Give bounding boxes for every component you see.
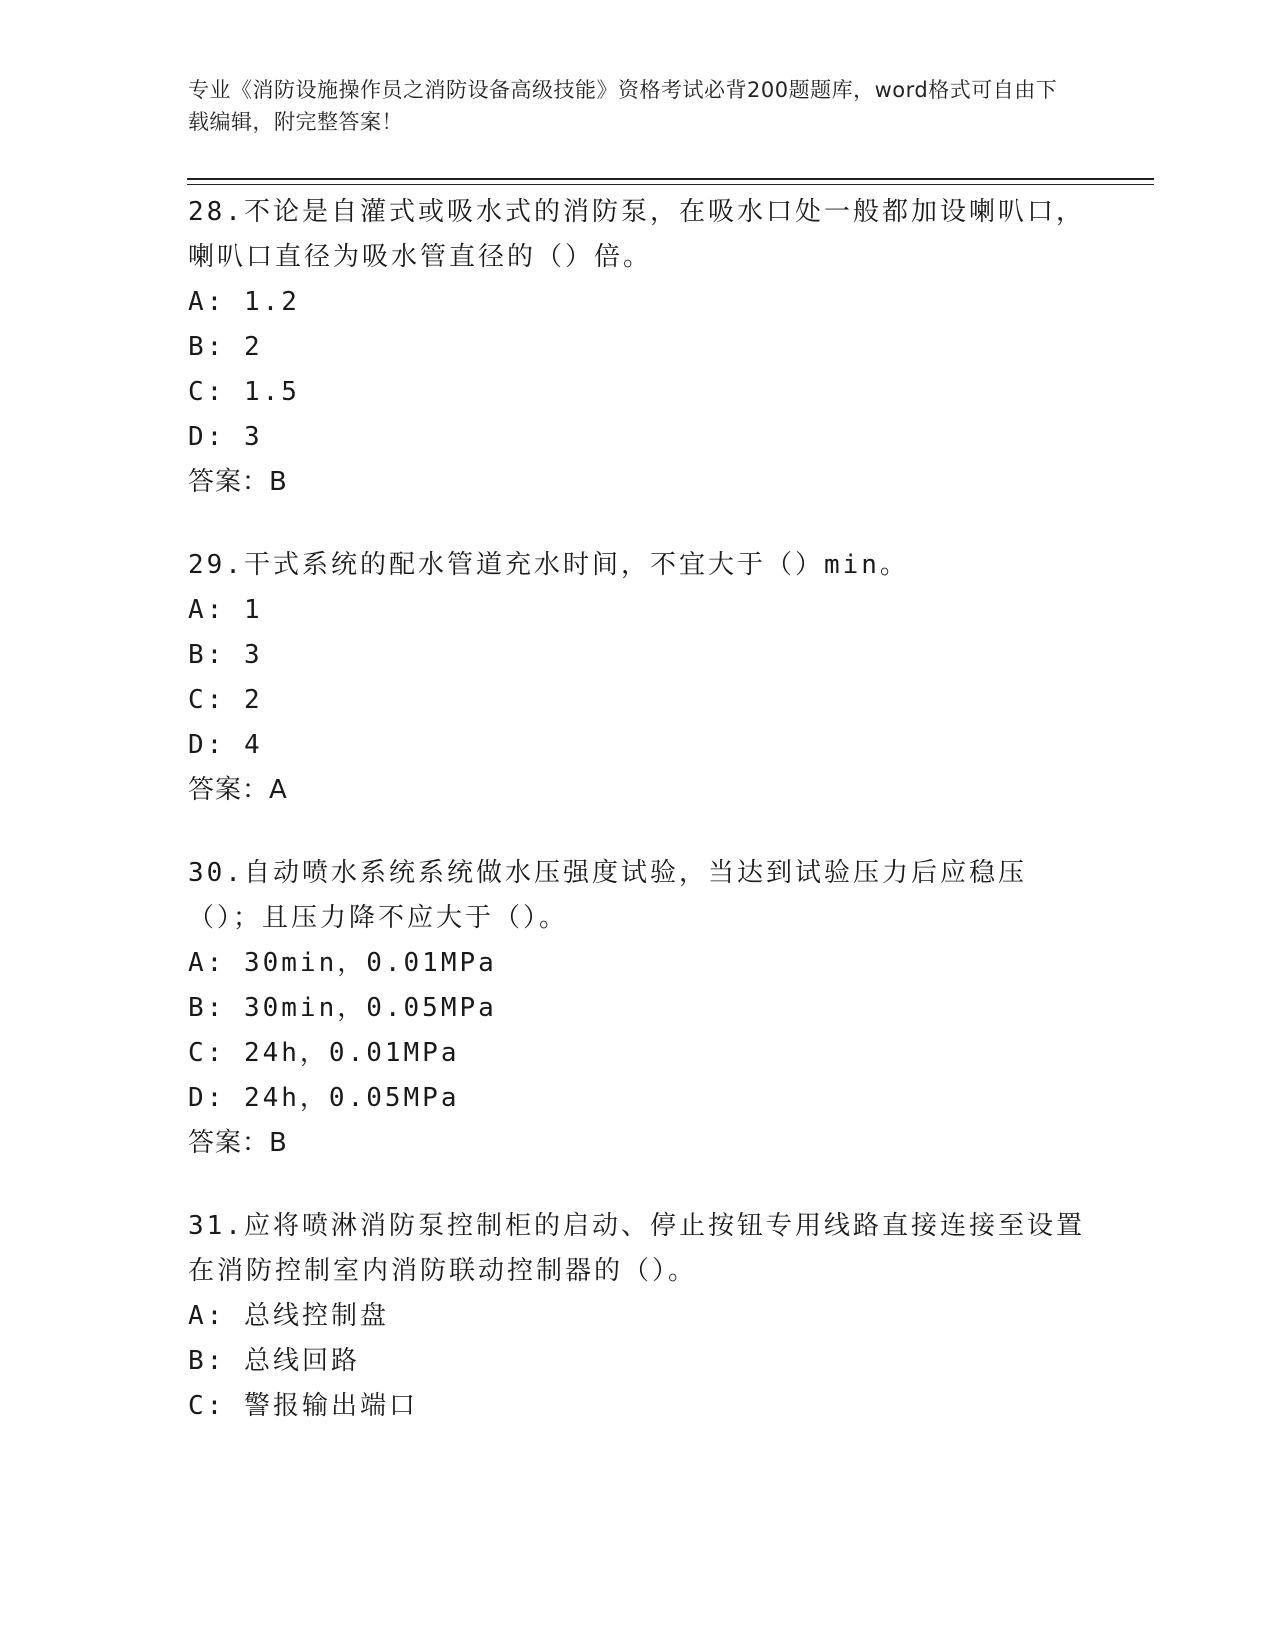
option-c: C: 警报输出端口 — [188, 1391, 418, 1421]
option-a: A: 1 — [188, 595, 263, 625]
header-divider-thin — [187, 184, 1154, 185]
question-28 — [188, 190, 1088, 505]
question-stem: 30.自动喷水系统系统做水压强度试验，当达到试验压力后应稳压（）；且压力降不应大于（）。 — [188, 858, 1027, 933]
option-a: A: 总线控制盘 — [188, 1301, 389, 1331]
header-divider-thick — [187, 178, 1154, 180]
option-c: C: 1.5 — [188, 377, 300, 407]
option-a: A: 30min，0.01MPa — [188, 948, 497, 978]
document-header: 专业《消防设施操作员之消防设备高级技能》资格考试必背200题题库，word格式可自由下载编辑，附完整答案！ — [188, 78, 1058, 134]
answer-line: 答案：B — [188, 1128, 288, 1158]
question-stem: 31.应将喷淋消防泵控制柜的启动、停止按钮专用线路直接连接至设置在消防控制室内消防联动控制器的（）。 — [188, 1211, 1085, 1286]
answer-line: 答案：A — [188, 775, 288, 805]
option-c: C: 2 — [188, 685, 263, 715]
question-list — [188, 190, 1088, 1467]
option-a: A: 1.2 — [188, 287, 300, 317]
question-29 — [188, 543, 1088, 813]
option-c: C: 24h，0.01MPa — [188, 1038, 460, 1068]
option-b: B: 2 — [188, 332, 263, 362]
option-b: B: 总线回路 — [188, 1346, 360, 1376]
question-stem: 29.干式系统的配水管道充水时间，不宜大于（）min。 — [188, 550, 909, 580]
option-b: B: 3 — [188, 640, 263, 670]
option-b: B: 30min，0.05MPa — [188, 993, 497, 1023]
option-d: D: 3 — [188, 422, 263, 452]
option-d: D: 4 — [188, 730, 263, 760]
option-d: D: 24h，0.05MPa — [188, 1083, 460, 1113]
question-30 — [188, 851, 1088, 1166]
question-stem: 28.不论是自灌式或吸水式的消防泵，在吸水口处一般都加设喇叭口，喇叭口直径为吸水管直径的（）倍。 — [188, 197, 1085, 272]
answer-line: 答案：B — [188, 467, 288, 497]
question-31 — [188, 1204, 1088, 1429]
